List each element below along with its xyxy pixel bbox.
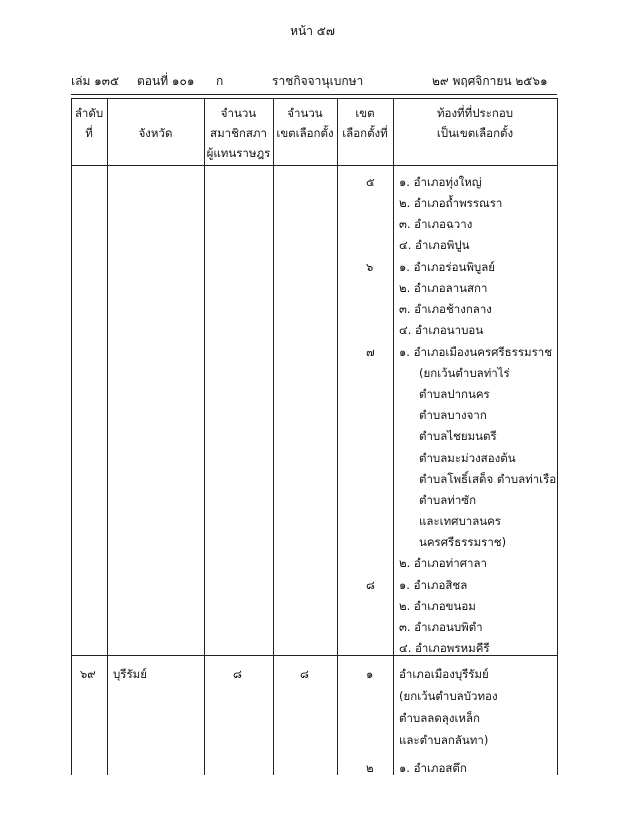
area-line: ๔. อำเภอนาบอน xyxy=(399,323,484,337)
column-border xyxy=(107,98,108,775)
area-line: ๒. อำเภอถ้ำพรรณรา xyxy=(399,196,503,210)
area-line: ๑. อำเภอเมืองนครศรีธรรมราช xyxy=(399,345,553,359)
column-border xyxy=(393,98,394,775)
gazette-title: ราชกิจจานุเบกษา xyxy=(272,74,364,88)
column-border xyxy=(71,98,72,775)
column-header-order: ลำดับ ที่ xyxy=(74,106,104,140)
district-number: ๗ xyxy=(366,345,375,359)
table-top-border xyxy=(71,98,557,99)
area-line: (ยกเว้นตำบลท่าไร่ xyxy=(419,366,510,380)
area-line: ๑. อำเภอสิชล xyxy=(399,578,468,592)
section-label: ก xyxy=(216,74,224,88)
publication-date: ๒๙ พฤศจิกายน ๒๕๖๑ xyxy=(432,74,548,88)
area-line: ๑. อำเภอร่อนพิบูลย์ xyxy=(399,260,496,274)
column-border xyxy=(557,98,558,775)
district-count: ๘ xyxy=(300,667,309,681)
area-line: อำเภอเมืองบุรีรัมย์ xyxy=(399,667,489,681)
area-line: ๑. อำเภอสตึก xyxy=(399,761,467,775)
column-header-district-number: เขต เลือกตั้งที่ xyxy=(342,106,388,140)
district-number: ๖ xyxy=(366,260,374,274)
header-rule xyxy=(71,94,557,95)
column-header-district-count: จำนวน เขตเลือกตั้ง xyxy=(276,106,334,140)
table-header-bottom-border xyxy=(71,165,557,166)
district-number: ๕ xyxy=(366,175,375,189)
area-line: ๒. อำเภอขนอม xyxy=(399,599,476,613)
column-header-areas: ท้องที่ที่ประกอบ เป็นเขตเลือกตั้ง xyxy=(436,106,514,140)
column-border xyxy=(204,98,205,775)
area-line: ๔. อำเภอพรหมคีรี xyxy=(399,641,490,655)
page-number: หน้า ๕๗ xyxy=(290,24,335,38)
row-order-number: ๖๙ xyxy=(80,667,96,681)
column-border xyxy=(337,98,338,775)
area-line: ตำบลท่าซัก xyxy=(419,493,477,507)
area-line: ๔. อำเภอพิปูน xyxy=(399,238,470,252)
area-line: ๒. อำเภอท่าศาลา xyxy=(399,556,487,570)
area-line: (ยกเว้นตำบลบัวทอง xyxy=(399,689,498,703)
area-line: ๒. อำเภอลานสกา xyxy=(399,281,488,295)
column-header-members: จำนวน สมาชิกสภา ผู้แทนราษฎร xyxy=(206,106,271,160)
area-line: ๓. อำเภอนบพิตำ xyxy=(399,620,483,634)
province-name: บุรีรัมย์ xyxy=(113,667,147,681)
area-line: ๑. อำเภอทุ่งใหญ่ xyxy=(399,175,482,189)
area-line: ๓. อำเภอฉวาง xyxy=(399,217,473,231)
column-border xyxy=(273,98,274,775)
area-line: ตำบลลดลุงเหล็ก xyxy=(399,711,480,725)
district-number: ๒ xyxy=(366,761,374,775)
column-header-province: จังหวัด xyxy=(138,126,173,140)
area-line: ตำบลมะม่วงสองต้น xyxy=(419,451,516,465)
area-line: ๓. อำเภอช้างกลาง xyxy=(399,302,492,316)
district-number: ๑ xyxy=(366,667,374,681)
area-line: ตำบลโพธิ์เสด็จ ตำบลท่าเรือ xyxy=(419,472,557,486)
volume-label: เล่ม ๑๓๕ xyxy=(71,74,120,88)
issue-label: ตอนที่ ๑๐๑ xyxy=(137,74,195,88)
area-line: ตำบลไชยมนตรี xyxy=(419,429,497,443)
area-line: และเทศบาลนคร xyxy=(419,514,501,528)
area-line: นครศรีธรรมราช) xyxy=(419,535,507,549)
area-line: ตำบลบางจาก xyxy=(419,408,487,422)
district-number: ๘ xyxy=(366,578,375,592)
member-count: ๘ xyxy=(233,667,242,681)
area-line: และตำบลกลันทา) xyxy=(399,733,489,747)
area-line: ตำบลปากนคร xyxy=(419,387,490,401)
